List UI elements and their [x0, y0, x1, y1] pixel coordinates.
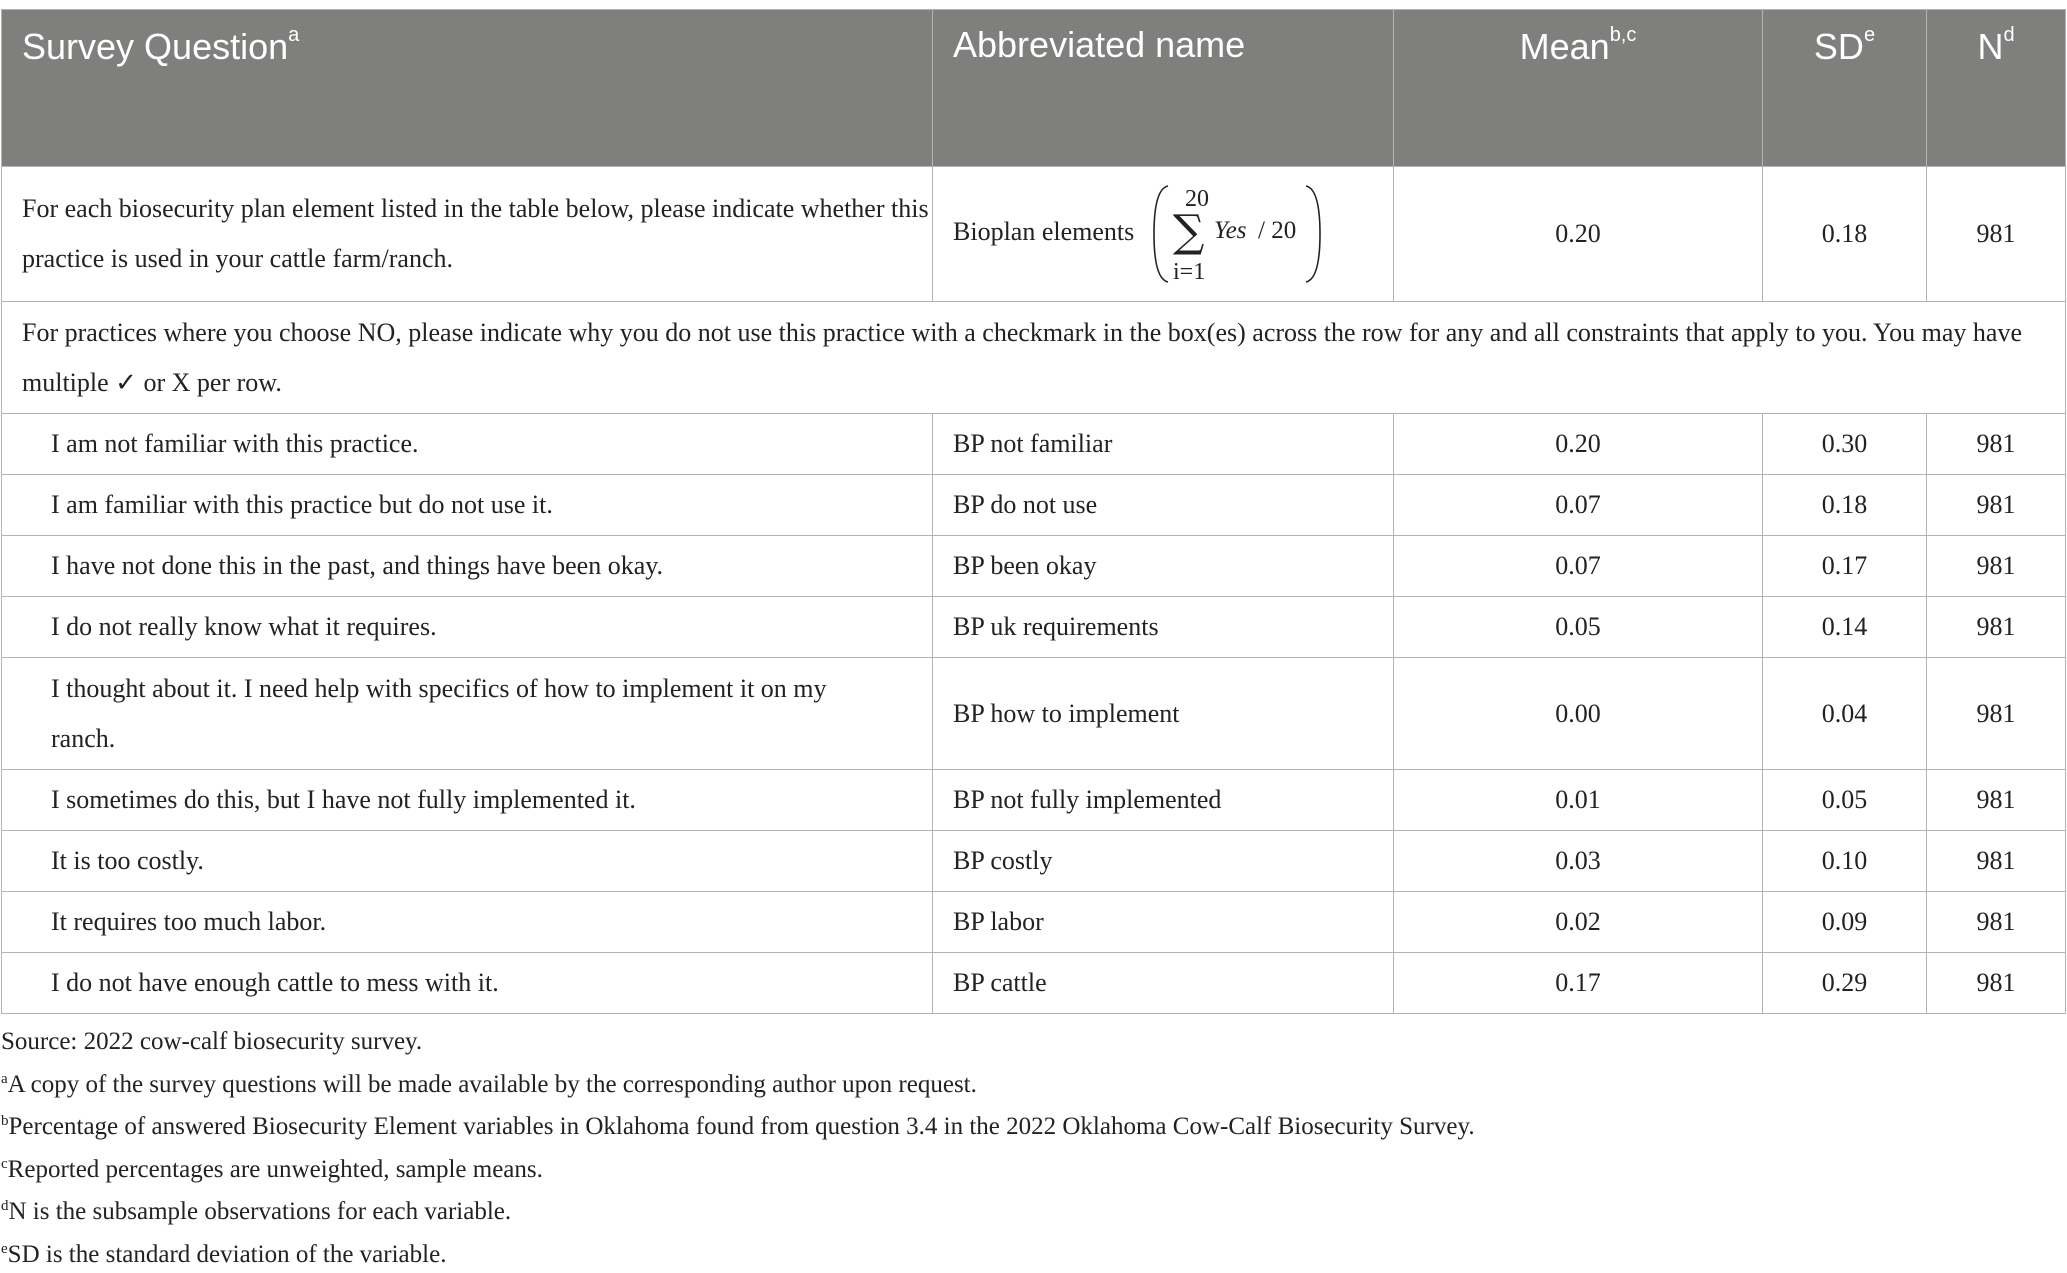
cell-question: I do not really know what it requires.	[2, 597, 933, 658]
header-survey-question: Survey Question$^a$	[2, 10, 933, 167]
cell-question: I do not have enough cattle to mess with it.	[2, 953, 933, 1014]
cell-mean: 0.20	[1394, 167, 1763, 302]
cell-abbrev: BP not familiar	[933, 414, 1394, 475]
cell-sd: 0.09	[1763, 892, 1927, 953]
left-paren	[1154, 186, 1168, 282]
cell-mean: 0.05	[1394, 597, 1763, 658]
sigma-symbol: ∑	[1173, 206, 1204, 257]
cell-question: I have not done this in the past, and things have been okay.	[2, 536, 933, 597]
cell-question: I am not familiar with this practice.	[2, 414, 933, 475]
cell-sd: 0.18	[1763, 475, 1927, 536]
formula-term: Yes	[1214, 217, 1246, 244]
cell-sd: 0.18	[1763, 167, 1927, 302]
footnote-c: $^c$Reported percentages are unweighted, sample means.	[1, 1146, 1475, 1189]
cell-abbrev: Bioplan elements 20 ∑ Yes / 20 i=1	[933, 167, 1394, 302]
cell-n: 981	[1927, 953, 2066, 1014]
table-row	[2, 953, 2066, 1014]
cell-sd: 0.04	[1763, 658, 1927, 770]
header-sd: $SD^e$	[1763, 10, 1927, 167]
cell-abbrev: BP do not use	[933, 475, 1394, 536]
footnote-b: $^b$Percentage of answered Biosecurity Element variables in Oklahoma found from question 3.4 in the 2022 Oklahoma Cow-Calf Biosecurity Survey.	[1, 1103, 1475, 1146]
cell-mean: 0.17	[1394, 953, 1763, 1014]
survey-table	[1, 9, 2066, 1014]
table-row	[2, 475, 2066, 536]
cell-n: 981	[1927, 831, 2066, 892]
table-row	[2, 892, 2066, 953]
cell-n: 981	[1927, 658, 2066, 770]
cell-question: It is too costly.	[2, 831, 933, 892]
table-row	[2, 770, 2066, 831]
cell-n: 981	[1927, 536, 2066, 597]
cell-question: I sometimes do this, but I have not fully implemented it.	[2, 770, 933, 831]
cell-abbrev: BP been okay	[933, 536, 1394, 597]
cell-abbrev: BP costly	[933, 831, 1394, 892]
cell-n: 981	[1927, 770, 2066, 831]
cell-question: For each biosecurity plan element listed in the table below, please indicate whether this practice is used in your cattle farm/ranch.	[2, 167, 933, 302]
cell-n: 981	[1927, 414, 2066, 475]
table-row	[2, 831, 2066, 892]
cell-abbrev: BP uk requirements	[933, 597, 1394, 658]
table-footnotes	[1, 1023, 1475, 1273]
footnote-e: $^e$SD is the standard deviation of the variable.	[1, 1231, 1475, 1273]
formula-divisor: / 20	[1258, 217, 1296, 244]
cell-abbrev: BP cattle	[933, 953, 1394, 1014]
right-paren	[1306, 186, 1320, 282]
table-row	[2, 414, 2066, 475]
table-row	[2, 536, 2066, 597]
cell-abbrev: BP labor	[933, 892, 1394, 953]
table-header-row	[2, 10, 2066, 167]
sum-formula	[1151, 179, 1321, 289]
formula-lower: i=1	[1173, 259, 1205, 285]
footnote-d: $^d$N is the subsample observations for each variable.	[1, 1188, 1475, 1231]
header-abbreviated-name: Abbreviated name	[933, 10, 1394, 167]
table-row	[2, 658, 2066, 770]
cell-sd: 0.14	[1763, 597, 1927, 658]
instruction-row	[2, 302, 2066, 414]
cell-question: I thought about it. I need help with specifics of how to implement it on my ranch.	[2, 658, 933, 770]
header-mean: Mean$^{b,c}$	[1394, 10, 1763, 167]
table-row	[2, 597, 2066, 658]
cell-sd: 0.10	[1763, 831, 1927, 892]
cell-question: I am familiar with this practice but do not use it.	[2, 475, 933, 536]
cell-mean: 0.07	[1394, 536, 1763, 597]
formula-upper: 20	[1185, 186, 1209, 212]
cell-question: It requires too much labor.	[2, 892, 933, 953]
footnote-source: Source: 2022 cow-calf biosecurity survey.	[1, 1023, 1475, 1061]
cell-mean: 0.00	[1394, 658, 1763, 770]
cell-n: 981	[1927, 892, 2066, 953]
cell-abbrev: BP how to implement	[933, 658, 1394, 770]
cell-mean: 0.03	[1394, 831, 1763, 892]
cell-mean: 0.01	[1394, 770, 1763, 831]
cell-mean: 0.20	[1394, 414, 1763, 475]
cell-abbrev: BP not fully implemented	[933, 770, 1394, 831]
cell-n: 981	[1927, 597, 2066, 658]
cell-sd: 0.29	[1763, 953, 1927, 1014]
footnote-a: $^a$A copy of the survey questions will be made available by the corresponding author upon request.	[1, 1061, 1475, 1104]
instruction-text: For practices where you choose NO, please indicate why you do not use this practice with a checkmark in the box(es) across the row for any and all constraints that apply to you. You may have multiple ✓ or X per row.	[2, 302, 2066, 414]
header-n: $N^d$	[1927, 10, 2066, 167]
cell-mean: 0.02	[1394, 892, 1763, 953]
cell-n: 981	[1927, 475, 2066, 536]
cell-sd: 0.05	[1763, 770, 1927, 831]
cell-mean: 0.07	[1394, 475, 1763, 536]
table-row-bioplan	[2, 167, 2066, 302]
cell-sd: 0.17	[1763, 536, 1927, 597]
cell-sd: 0.30	[1763, 414, 1927, 475]
cell-n: 981	[1927, 167, 2066, 302]
